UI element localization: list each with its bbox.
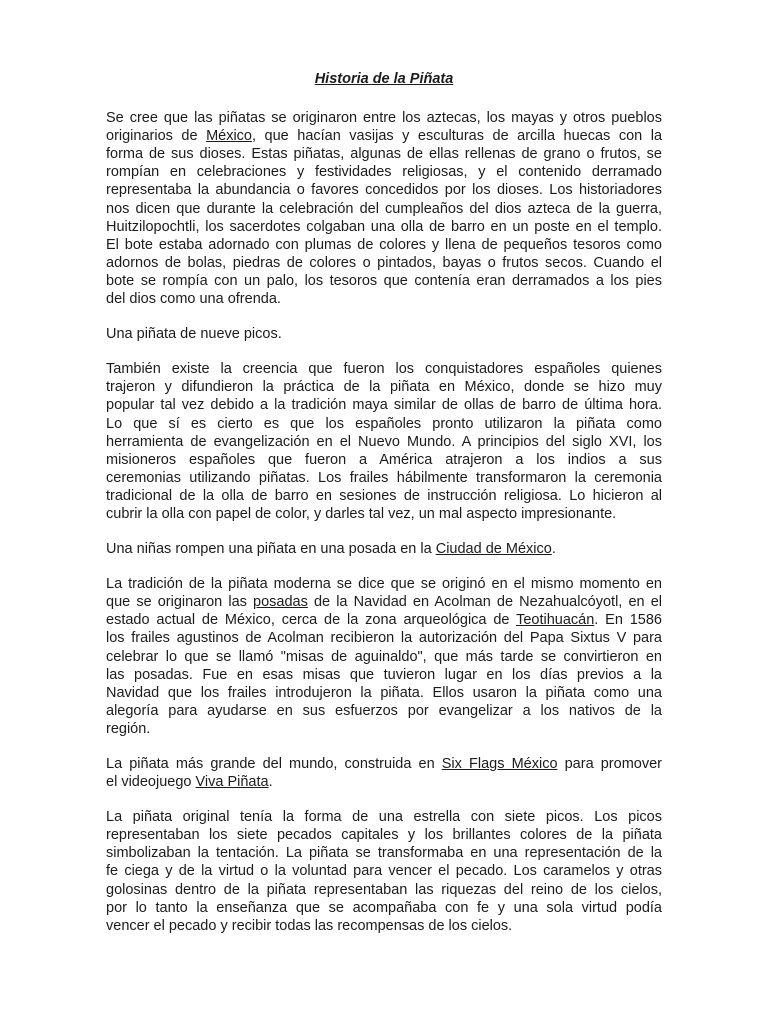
document-title: Historia de la Piñata [314, 71, 454, 87]
text-line: los frailes agustinos de Acolman recibieron la autorización del Papa Sixtus V para [106, 630, 662, 647]
text-line [106, 593, 662, 611]
text-line: forma de sus dioses. Estas piñatas, algunas de ellas rellenas de grano o frutos, se [106, 146, 662, 163]
link-teotihuacan[interactable]: Teotihuacán [516, 612, 595, 629]
text-line: trajeron y difundieron la práctica de la piñata en México, donde se hizo muy [106, 379, 662, 396]
text-fragment: originarios de [106, 128, 207, 145]
text-line: representaban los siete pecados capitales y los brillantes colores de la piñata [106, 827, 662, 844]
text-fragment: el videojuego [106, 774, 196, 791]
text-fragment: de la Navidad en Acolman de Nezahualcóyotl, en el [307, 594, 662, 611]
text-line: herramienta de evangelización en el Nuevo Mundo. A principios del siglo XVI, los [106, 433, 662, 450]
link-mexico[interactable]: México [206, 128, 252, 145]
paragraph-spanish-conquistadors [106, 360, 662, 523]
text-line: cubrir la olla con papel de color, y darles tal vez, un mal aspecto impresionante. [106, 505, 617, 522]
text-fragment: . En 1586 [594, 612, 662, 629]
text-line: La piñata original tenía la forma de una estrella con siete picos. Los picos [106, 809, 662, 826]
text-line: las posadas. Fue en esas misas que tuvieron lugar en los días previos a la [106, 666, 662, 683]
text-line: Navidad que los frailes introdujeron la piñata. Ellos usaron la piñata como una [106, 684, 662, 701]
text-line: adornos de bolas, piedras de colores o pintados, bayas o frutos secos. Cuando el [106, 254, 662, 271]
text-line: El bote estaba adornado con plumas de colores y llena de pequeños tesoros como [106, 236, 662, 253]
link-posadas[interactable]: posadas [253, 594, 308, 611]
text-fragment: La piñata más grande del mundo, construida en [106, 756, 442, 772]
text-fragment: . [268, 774, 273, 791]
link-ciudad-de-mexico[interactable]: Ciudad de México [435, 541, 552, 558]
text-line: Huitzilopochtli, los sacerdotes colgaban una olla de barro en un poste en el templo. [106, 218, 662, 235]
text-line [106, 755, 662, 773]
caption-largest-pinata [106, 755, 662, 791]
text-line: bote se rompía con un palo, los tesoros que contenía eran derramados a los pies [106, 272, 662, 289]
text-line [106, 611, 662, 629]
text-fragment: . [551, 541, 556, 558]
text-line: Lo que sí es cierto es que los españoles pronto utilizaron la piñata como [106, 415, 662, 432]
text-line: tradicional de la olla de barro en sesiones de instrucción religiosa. Lo hicieron al [106, 487, 662, 504]
text-line: ceremonias utilizando piñatas. Los frailes hábilmente transformaron la ceremonia [106, 469, 662, 486]
text-line [106, 127, 662, 145]
text-line: celebrar lo que se llamó "misas de aguinaldo", que más tarde se convirtieron en [106, 648, 662, 665]
text-line [106, 773, 662, 791]
caption-nine-point-pinata: Una piñata de nueve picos. [106, 326, 282, 343]
text-line: alegoría para ayudarse en sus esfuerzos por evangelizar a los nativos de la [106, 702, 662, 719]
text-line: rompían en celebraciones y festividades religiosas, y el contenido derramado [106, 164, 662, 181]
text-line: La tradición de la piñata moderna se dice que se originó en el mismo momento en [106, 576, 662, 593]
text-line: del dios como una ofrenda. [106, 291, 281, 308]
text-line: simbolizaban la tentación. La piñata se transformaba en una representación de la [106, 845, 662, 862]
text-line: vencer el pecado y recibir todas las recompensas de los cielos. [106, 917, 513, 934]
text-line: representaba la abundancia o favores concedidos por los dioses. Los historiadores [106, 182, 662, 199]
text-line: También existe la creencia que fueron los conquistadores españoles quienes [106, 361, 662, 378]
text-line: golosinas dentro de la piñata representaban las riquezas del reino de los cielos, [106, 881, 662, 898]
text-line: misioneros españoles que fueron a América atrajeron a los indios a sus [106, 451, 662, 468]
text-fragment: que se originaron las [106, 594, 254, 611]
link-six-flags-mexico[interactable]: Six Flags México [441, 756, 558, 772]
caption-posada [106, 540, 662, 558]
text-fragment: para promover [557, 756, 662, 772]
paragraph-modern-tradition [106, 575, 662, 738]
paragraph-origins [106, 109, 662, 308]
text-line: región. [106, 720, 151, 737]
text-line: Se cree que las piñatas se originaron entre los aztecas, los mayas y otros pueblos [106, 110, 662, 127]
text-line: por lo tanto la enseñanza que se acompañaba con fe y una sola virtud podía [106, 899, 662, 916]
text-fragment: , que hacían vasijas y esculturas de arcilla huecas con la [252, 128, 663, 145]
paragraph-original-pinata [106, 808, 662, 935]
text-fragment: estado actual de México, cerca de la zona arqueológica de [106, 612, 517, 629]
document-page [106, 70, 662, 952]
text-line: fe ciega y de la virtud o la voluntad para vencer el pecado. Los caramelos y otras [106, 863, 662, 880]
text-line: nos dicen que durante la celebración del cumpleaños del dios azteca de la guerra, [106, 200, 662, 217]
link-viva-pinata[interactable]: Viva Piñata [195, 774, 269, 791]
text-fragment: Una niñas rompen una piñata en una posada en la [106, 541, 436, 558]
text-line: popular tal vez debido a la tradición maya similar de ollas de barro de última hora. [106, 397, 662, 414]
